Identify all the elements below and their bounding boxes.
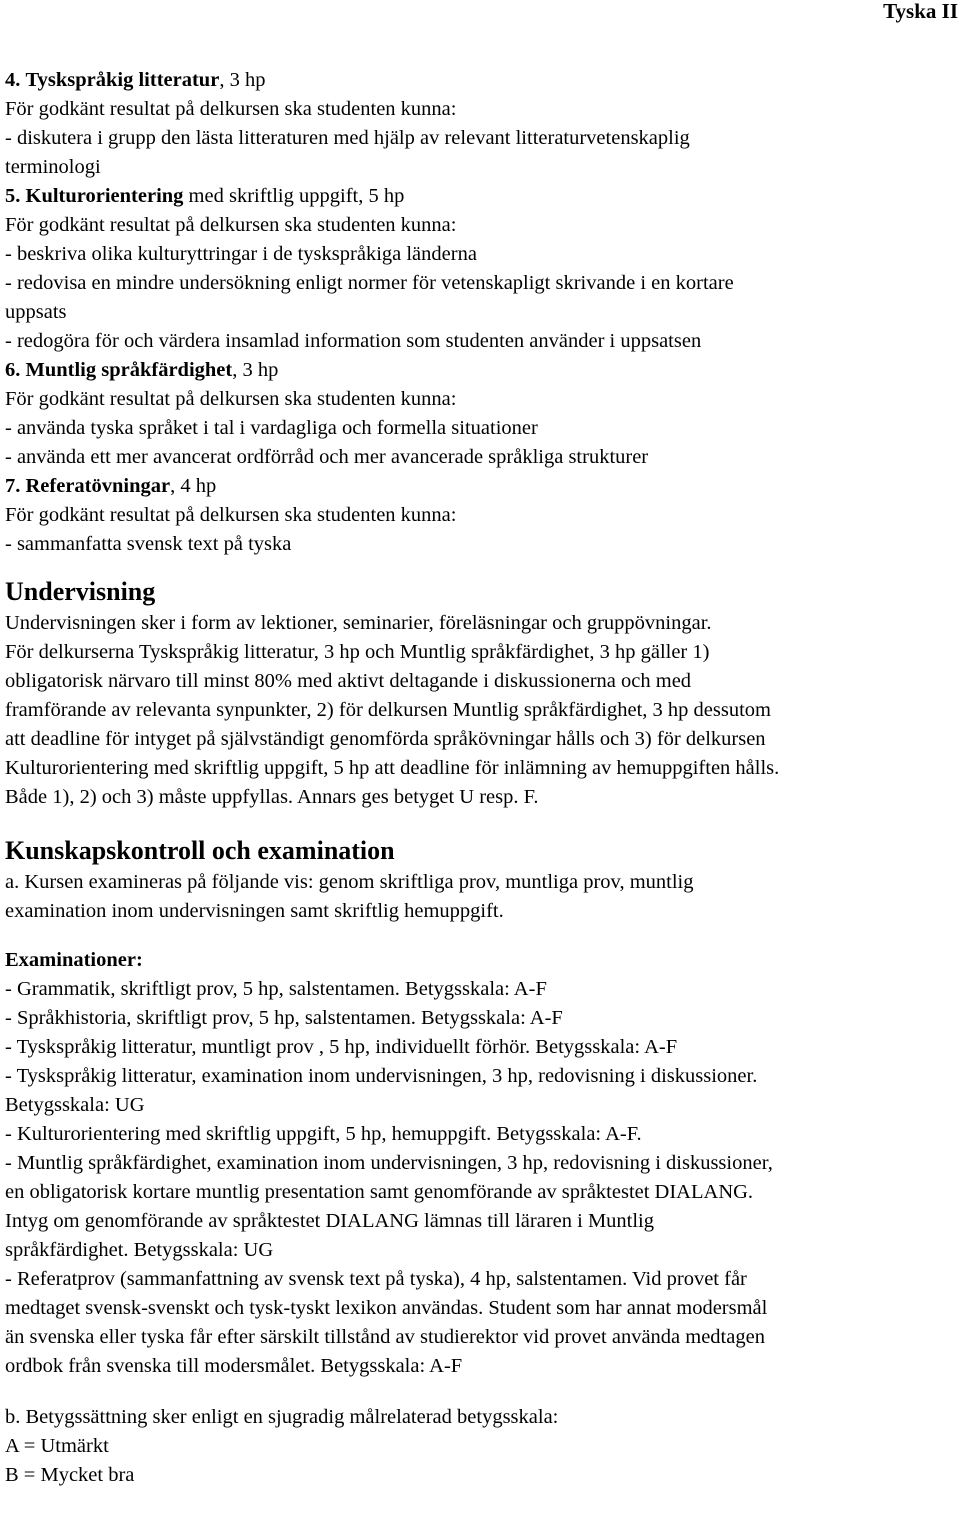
course-goal: - redogöra för och värdera insamlad information som studenten använder i uppsatsen [5,330,702,352]
examiner-line: än svenska eller tyska får efter särskilt tillstånd av studierektor vid provet använda medtagen [5,1326,765,1348]
course-section-4 [5,66,957,182]
course-goal: - använda ett mer avancerat ordförråd och mer avancerade språkliga strukturer [5,446,649,468]
header-course-title: Tyska II [883,0,958,23]
examiner-line: - Tyskspråkig litteratur, muntligt prov , 5 hp, individuellt förhör. Betygsskala: A-F [5,1036,678,1058]
course-credit: , 3 hp [232,359,279,381]
examiner-line: - Språkhistoria, skriftligt prov, 5 hp, salstentamen. Betygsskala: A-F [5,1007,563,1029]
teaching-line: att deadline för intyget på självständigt genomförda språkövningar hålls och 3) för delkursen [5,728,766,750]
teaching-line: obligatorisk närvaro till minst 80% med aktivt deltagande i diskussionerna och med [5,670,692,692]
course-credit: , 3 hp [219,69,266,91]
course-goal: - diskutera i grupp den lästa litteraturen med hjälp av relevant litteraturvetenskaplig [5,127,690,149]
examiners-heading: Examinationer: [5,949,143,971]
teaching-line: Både 1), 2) och 3) måste uppfyllas. Annars ges betyget U resp. F. [5,786,539,808]
grading-line: A = Utmärkt [5,1435,109,1457]
course-heading [5,182,957,211]
teaching-line: framförande av relevanta synpunkter, 2) för delkursen Muntlig språkfärdighet, 3 hp dessutom [5,699,771,721]
grading-line: b. Betygssättning sker enligt en sjugradig målrelaterad betygsskala: [5,1406,559,1428]
course-intro: För godkänt resultat på delkursen ska studenten kunna: [5,388,457,410]
examiner-line: språkfärdighet. Betygsskala: UG [5,1239,274,1261]
course-title: Muntlig språkfärdighet [25,359,233,381]
course-title: Tyskspråkig litteratur [25,69,220,91]
examiner-line: Betygsskala: UG [5,1094,145,1116]
examiner-line: - Grammatik, skriftligt prov, 5 hp, salstentamen. Betygsskala: A-F [5,978,547,1000]
course-number: 4. [5,69,21,91]
course-title: Referatövningar [25,475,171,497]
course-goal: - sammanfatta svensk text på tyska [5,533,292,555]
exam-intro [5,868,957,926]
course-intro: För godkänt resultat på delkursen ska studenten kunna: [5,504,457,526]
document-body [5,66,957,1490]
grading-scale [5,1403,957,1490]
examiner-line: ordbok från svenska till modersmålet. Betygsskala: A-F [5,1355,463,1377]
course-goal: - redovisa en mindre undersökning enligt normer för vetenskapligt skrivande i en kortare [5,272,734,294]
course-number: 5. [5,185,21,207]
examiner-line: - Kulturorientering med skriftlig uppgift, 5 hp, hemuppgift. Betygsskala: A-F. [5,1123,642,1145]
course-heading [5,356,957,385]
course-section-6 [5,356,957,472]
course-goal: - beskriva olika kulturyttringar i de tyskspråkiga länderna [5,243,477,265]
exam-heading: Kunskapskontroll och examination [5,836,395,865]
course-credit: med skriftlig uppgift, 5 hp [183,185,405,207]
teaching-text [5,609,957,812]
teaching-line: Undervisningen sker i form av lektioner, seminarier, föreläsningar och gruppövningar. [5,612,712,634]
teaching-line: För delkurserna Tyskspråkig litteratur, 3 hp och Muntlig språkfärdighet, 3 hp gäller 1) [5,641,710,663]
examiner-line: Intyg om genomförande av språktestet DIALANG lämnas till läraren i Muntlig [5,1210,655,1232]
course-goal: - använda tyska språket i tal i vardagliga och formella situationer [5,417,538,439]
course-credit: , 4 hp [170,475,217,497]
course-intro: För godkänt resultat på delkursen ska studenten kunna: [5,98,457,120]
examiner-line: - Tyskspråkig litteratur, examination inom undervisningen, 3 hp, redovisning i diskussioner. [5,1065,758,1087]
teaching-heading: Undervisning [5,577,156,606]
examiner-line: en obligatorisk kortare muntlig presentation samt genomförande av språktestet DIALANG. [5,1181,754,1203]
course-number: 6. [5,359,21,381]
course-intro: För godkänt resultat på delkursen ska studenten kunna: [5,214,457,236]
exam-intro-line: a. Kursen examineras på följande vis: genom skriftliga prov, muntliga prov, muntlig [5,871,694,893]
exam-intro-line: examination inom undervisningen samt skriftlig hemuppgift. [5,900,504,922]
examiners-list [5,975,957,1381]
course-number: 7. [5,475,21,497]
course-heading [5,472,957,501]
examiner-line: - Muntlig språkfärdighet, examination inom undervisningen, 3 hp, redovisning i diskussioner, [5,1152,773,1174]
course-goal: uppsats [5,301,67,323]
examiner-line: medtaget svensk-svenskt och tysk-tyskt lexikon användas. Student som har annat modersmål [5,1297,768,1319]
course-heading [5,66,957,95]
course-goal: terminologi [5,156,101,178]
course-title: Kulturorientering [25,185,184,207]
grading-line: B = Mycket bra [5,1464,135,1486]
teaching-line: Kulturorientering med skriftlig uppgift, 5 hp att deadline för inlämning av hemuppgiften hålls. [5,757,780,779]
examiner-line: - Referatprov (sammanfattning av svensk text på tyska), 4 hp, salstentamen. Vid provet får [5,1268,747,1290]
course-section-5 [5,182,957,356]
course-section-7 [5,472,957,559]
